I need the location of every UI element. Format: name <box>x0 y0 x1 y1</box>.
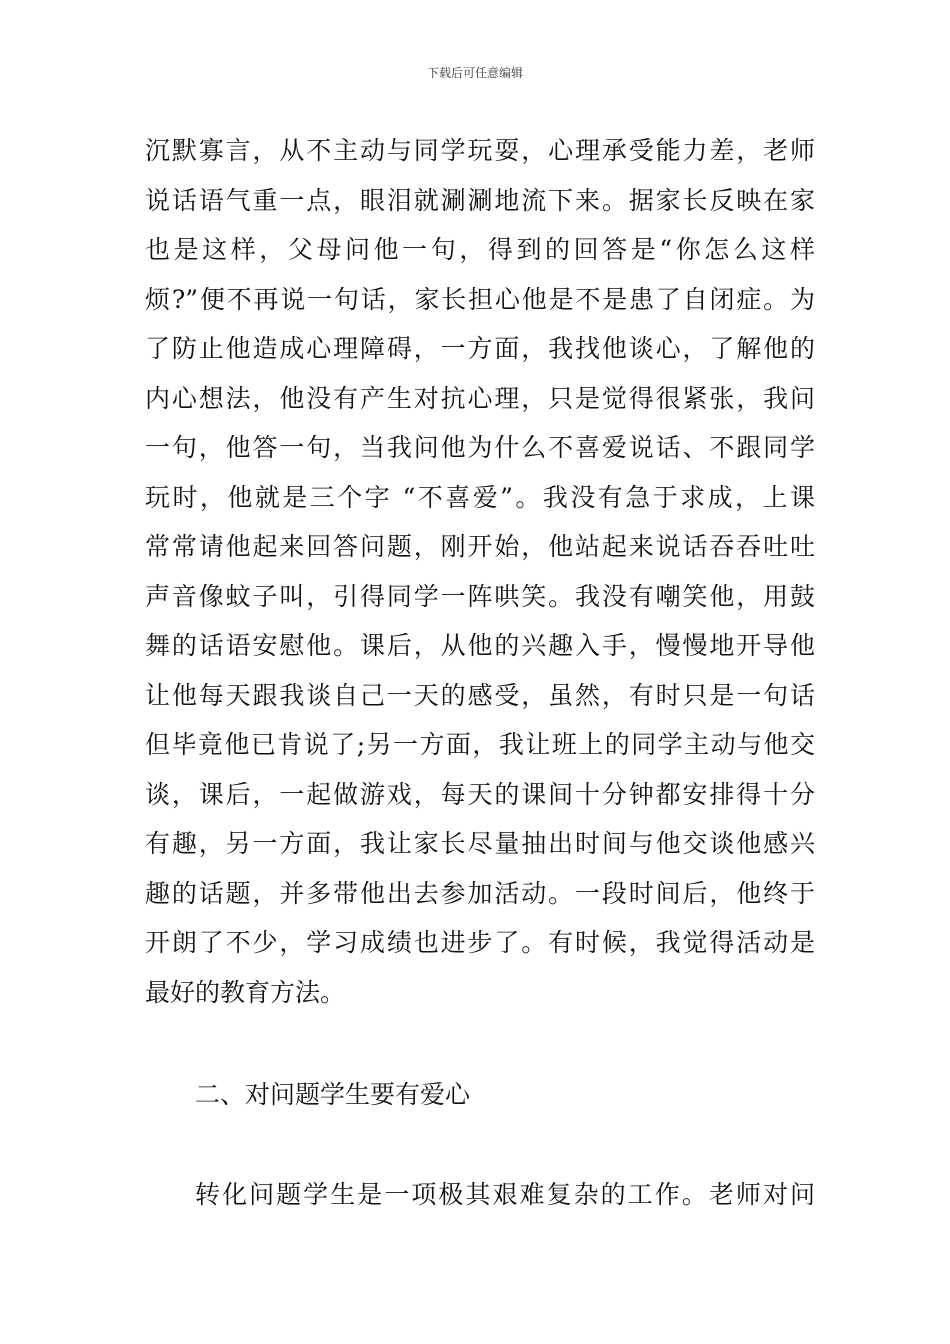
paragraph-line: 一句，他答一句，当我问他为什么不喜爱说话、不跟同学 <box>145 433 815 462</box>
paragraph-line: 说话语气重一点，眼泪就涮涮地流下来。据家长反映在家 <box>145 185 815 215</box>
page-header-note: 下载后可任意编辑 <box>426 66 523 80</box>
paragraph-line: 内心想法，他没有产生对抗心理，只是觉得很紧张，我问 <box>145 383 815 413</box>
paragraph-line: 烦?”便不再说一句话，家长担心他是不是患了自闭症。为 <box>145 284 815 314</box>
paragraph-line: 沉默寡言，从不主动与同学玩耍，心理承受能力差，老师 <box>145 136 815 165</box>
paragraph-line: 谈，课后，一起做游戏，每天的课间十分钟都安排得十分 <box>145 779 815 809</box>
paragraph-line: 开朗了不少，学习成绩也进步了。有时候，我觉得活动是 <box>145 928 815 957</box>
paragraph-line: 了防止他造成心理障碍，一方面，我找他谈心，了解他的 <box>145 334 815 363</box>
paragraph-line-last: 最好的教育方法。 <box>145 977 346 1007</box>
paragraph-2-first-line: 转化问题学生是一项极其艰难复杂的工作。老师对问 <box>195 1180 815 1209</box>
paragraph-line: 舞的话语安慰他。课后，从他的兴趣入手，慢慢地开导他 <box>145 631 815 660</box>
section-heading: 二、对问题学生要有爱心 <box>195 1080 471 1109</box>
paragraph-line: 声音像蚊子叫，引得同学一阵哄笑。我没有嘲笑他，用鼓 <box>145 581 815 611</box>
paragraph-line: 有趣，另一方面，我让家长尽量抽出时间与他交谈他感兴 <box>145 829 815 858</box>
paragraph-line: 趣的话题，并多带他出去参加活动。一段时间后，他终于 <box>145 878 815 908</box>
paragraph-line: 也是这样，父母问他一句，得到的回答是“你怎么这样 <box>145 235 815 264</box>
paragraph-body <box>145 126 815 1017</box>
paragraph-line: 玩时，他就是三个字 “不喜爱”。我没有急于求成，上课 <box>145 482 815 512</box>
paragraph-line: 常常请他起来回答问题，刚开始，他站起来说话吞吞吐吐 <box>145 532 815 561</box>
paragraph-line: 让他每天跟我谈自己一天的感受，虽然，有时只是一句话 <box>145 680 815 710</box>
paragraph-line: 但毕竟他已肯说了;另一方面，我让班上的同学主动与他交 <box>145 730 815 759</box>
